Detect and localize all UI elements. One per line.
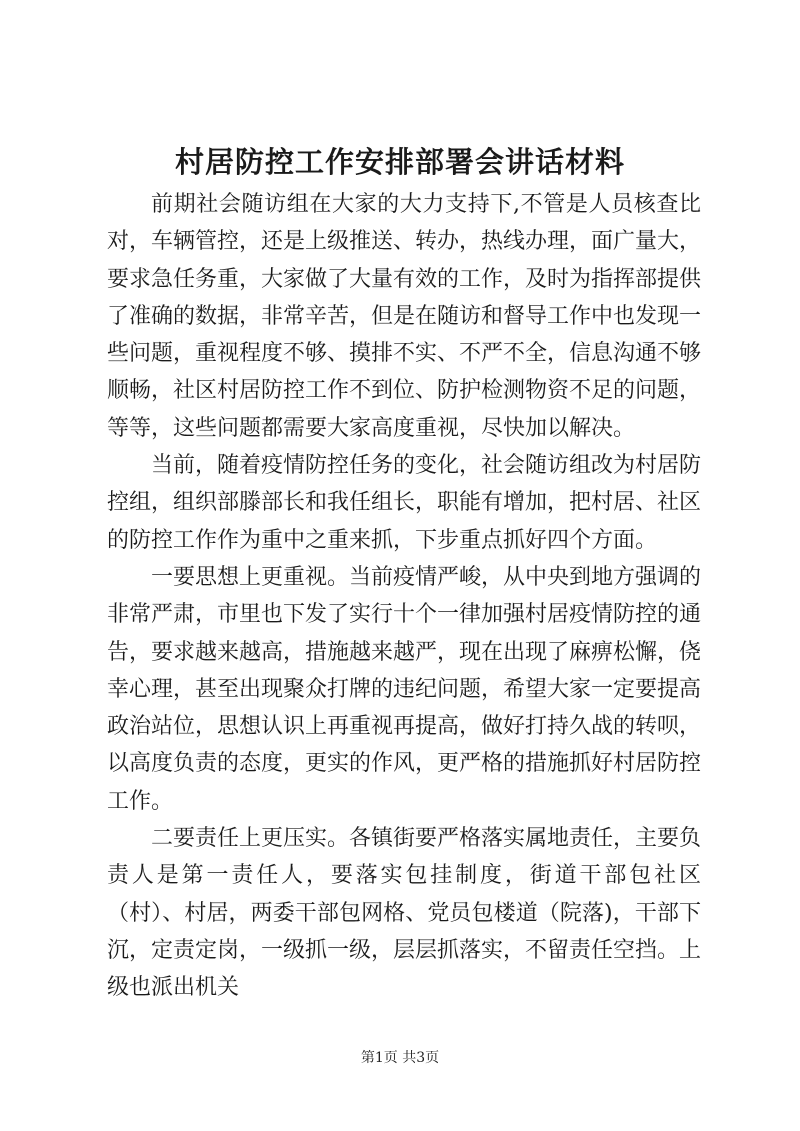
paragraph-current-situation: 当前，随着疫情防控任务的变化，社会随访组改为村居防控组，组织部滕部长和我任组长，职能有增加，把村居、社区的防控工作作为重中之重来抓，下步重点抓好四个方面。 bbox=[107, 453, 702, 553]
paragraph-intro: 前期社会随访组在大家的大力支持下,不管是人员核查比对，车辆管控，还是上级推送、转办，热线办理，面广量大，要求急任务重，大家做了大量有效的工作，及时为指挥部提供了准确的数据，非常辛苦，但是在随访和督导工作中也发现一些问题，重视程度不够、摸排不实、不严不全，信息沟通不够顺畅，社区村居防控工作不到位、防护检测物资不足的问题，等等，这些问题都需要大家高度重视，尽快加以解决。 bbox=[107, 192, 702, 441]
paragraph-point-two: 二要责任上更压实。各镇街要严格落实属地责任，主要负责人是第一责任人，要落实包挂制度，街道干部包社区（村）、村居，两委干部包网格、党员包楼道（院落)，干部下沉，定责定岗，一级抓一级，层层抓落实，不留责任空挡。上级也派出机关 bbox=[107, 826, 702, 1001]
paragraph-point-one: 一要思想上更重视。当前疫情严峻，从中央到地方强调的非常严肃，市里也下发了实行十个一律加强村居疫情防控的通告，要求越来越高，措施越来越严，现在出现了麻痹松懈，侥幸心理，甚至出现聚众打牌的违纪问题，希望大家一定要提高政治站位，思想认识上再重视再提高，做好打持久战的转呗，以高度负责的态度，更实的作风，更严格的措施抓好村居防控工作。 bbox=[107, 564, 702, 814]
document-body bbox=[107, 186, 701, 1007]
page-number-footer: 第1页 共3页 bbox=[360, 1050, 440, 1066]
document-title: 村居防控工作安排部署会讲话材料 bbox=[174, 145, 625, 179]
